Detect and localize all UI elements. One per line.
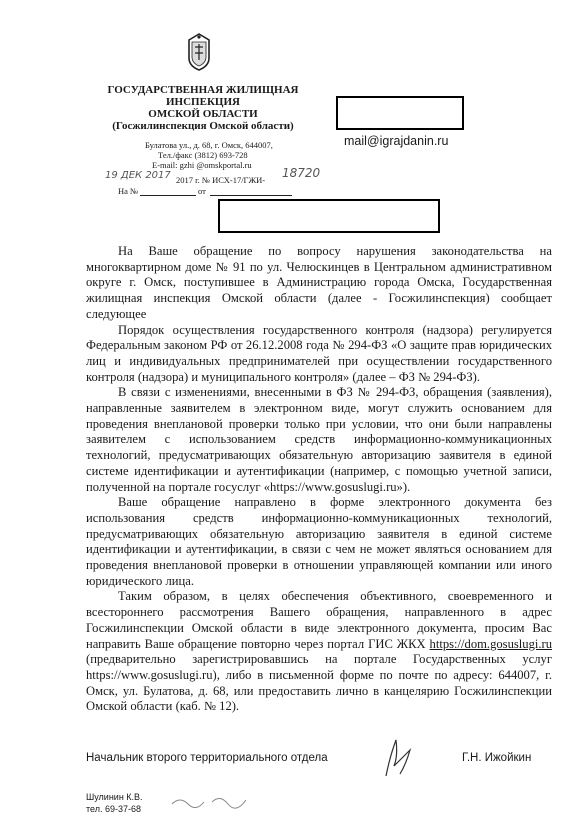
ref-date-label: от [198, 186, 206, 196]
executor-name: Шулинин К.В. [86, 792, 143, 802]
paragraph-5: Таким образом, в целях обеспечения объективного, своевременного и всестороннего рассмотрения Вашего обращения, направленного в адрес Госжилинспекции Омской области в виде электронного документа, просим Вас направить Ваше обращение повторно через портал ГИС ЖКХ https://dom.gosuslugi.ru (предварительно зарегистрировавшись на портале Государственных услуг https://www.gosuslugi.ru), либо в письменной форме по почте по адресу: 644007, г. Омск, ул. Булатова, д. 68, или предоставить лично в канцелярию Госжилинспекции Омской области (каб. № 12). [86, 589, 552, 714]
handwritten-date: 19 ДЕК 2017 [105, 170, 171, 181]
org-name-line3: ОМСКОЙ ОБЛАСТИ [148, 108, 258, 120]
paragraph-4: Ваше обращение направлено в форме электронного документа без использования средств информационно-коммуникационных технологий, предусматривающих обязательную авторизацию заявителя в единой системе идентификации и аутентификации, в связи с чем не может являться основанием для проведения внеплановой проверки в отношении управляющей компании или иного юридического лица. [86, 495, 552, 588]
redacted-recipient-address [218, 199, 440, 233]
signatory-position: Начальник второго территориального отдела [86, 752, 328, 764]
ref-date-blank [210, 195, 292, 196]
ref-number-blank [140, 195, 196, 196]
executor-phone: тел. 69-37-68 [86, 804, 142, 814]
paragraph-1: На Ваше обращение по вопросу нарушения законодательства на многоквартирном доме № 91 по ул. Челюскинцев в Центральном административном округе г. Омск, поступившее в Администрацию города Омска, Государственная жилищная инспекция Омской области (далее - Госжилинспекция) сообщает следующее [86, 244, 552, 321]
handwritten-reg-number: 18720 [282, 166, 321, 180]
handwritten-mark [170, 790, 250, 810]
org-name-line4: (Госжилинспекция Омской области) [112, 120, 294, 132]
paragraph-2: Порядок осуществления государственного контроля (надзора) регулируется Федеральным законом РФ от 26.12.2008 года № 294-ФЗ «О защите прав юридических лиц и индивидуальных предпринимателей при осуществлении государственного контроля (надзора) и муниципального контроля» (далее – ФЗ № 294-ФЗ). [86, 322, 552, 384]
handwritten-signature [380, 736, 416, 780]
org-name-line1: ГОСУДАРСТВЕННАЯ ЖИЛИЩНАЯ [107, 84, 299, 96]
org-address: Булатова ул., д. 68, г. Омск, 644007, [145, 140, 273, 150]
org-name-line2: ИНСПЕКЦИЯ [166, 96, 240, 108]
org-phone: Тел./факс (3812) 693-728 [158, 150, 248, 160]
ref-number-label: На № [118, 186, 139, 196]
gis-zhkh-link[interactable]: https://dom.gosuslugi.ru [429, 636, 552, 651]
coat-of-arms-icon [186, 32, 212, 72]
letter-body [86, 244, 552, 715]
registration-line: 2017 г. № ИСХ-17/ГЖИ- [176, 175, 266, 185]
redacted-recipient-name [336, 96, 464, 130]
signatory-name: Г.Н. Ижойкин [462, 752, 532, 764]
paragraph-3: В связи с изменениями, внесенными в ФЗ № 294-ФЗ, обращения (заявления), направленные заявителем в электронном виде, могут служить основанием для проведения внеплановой проверки только при условии, что они были направлены заявителем с использованием средств информационно-коммуникационных технологий, предусматривающих обязательную авторизацию заявителя в единой системе идентификации и аутентификации (например, с помощью учетной записи, полученной на портале госуслуг «https://www.gosuslugi.ru»). [86, 385, 552, 494]
recipient-email: mail@igrajdanin.ru [344, 134, 449, 148]
org-email: E-mail: gzhi @omskportal.ru [152, 160, 252, 170]
